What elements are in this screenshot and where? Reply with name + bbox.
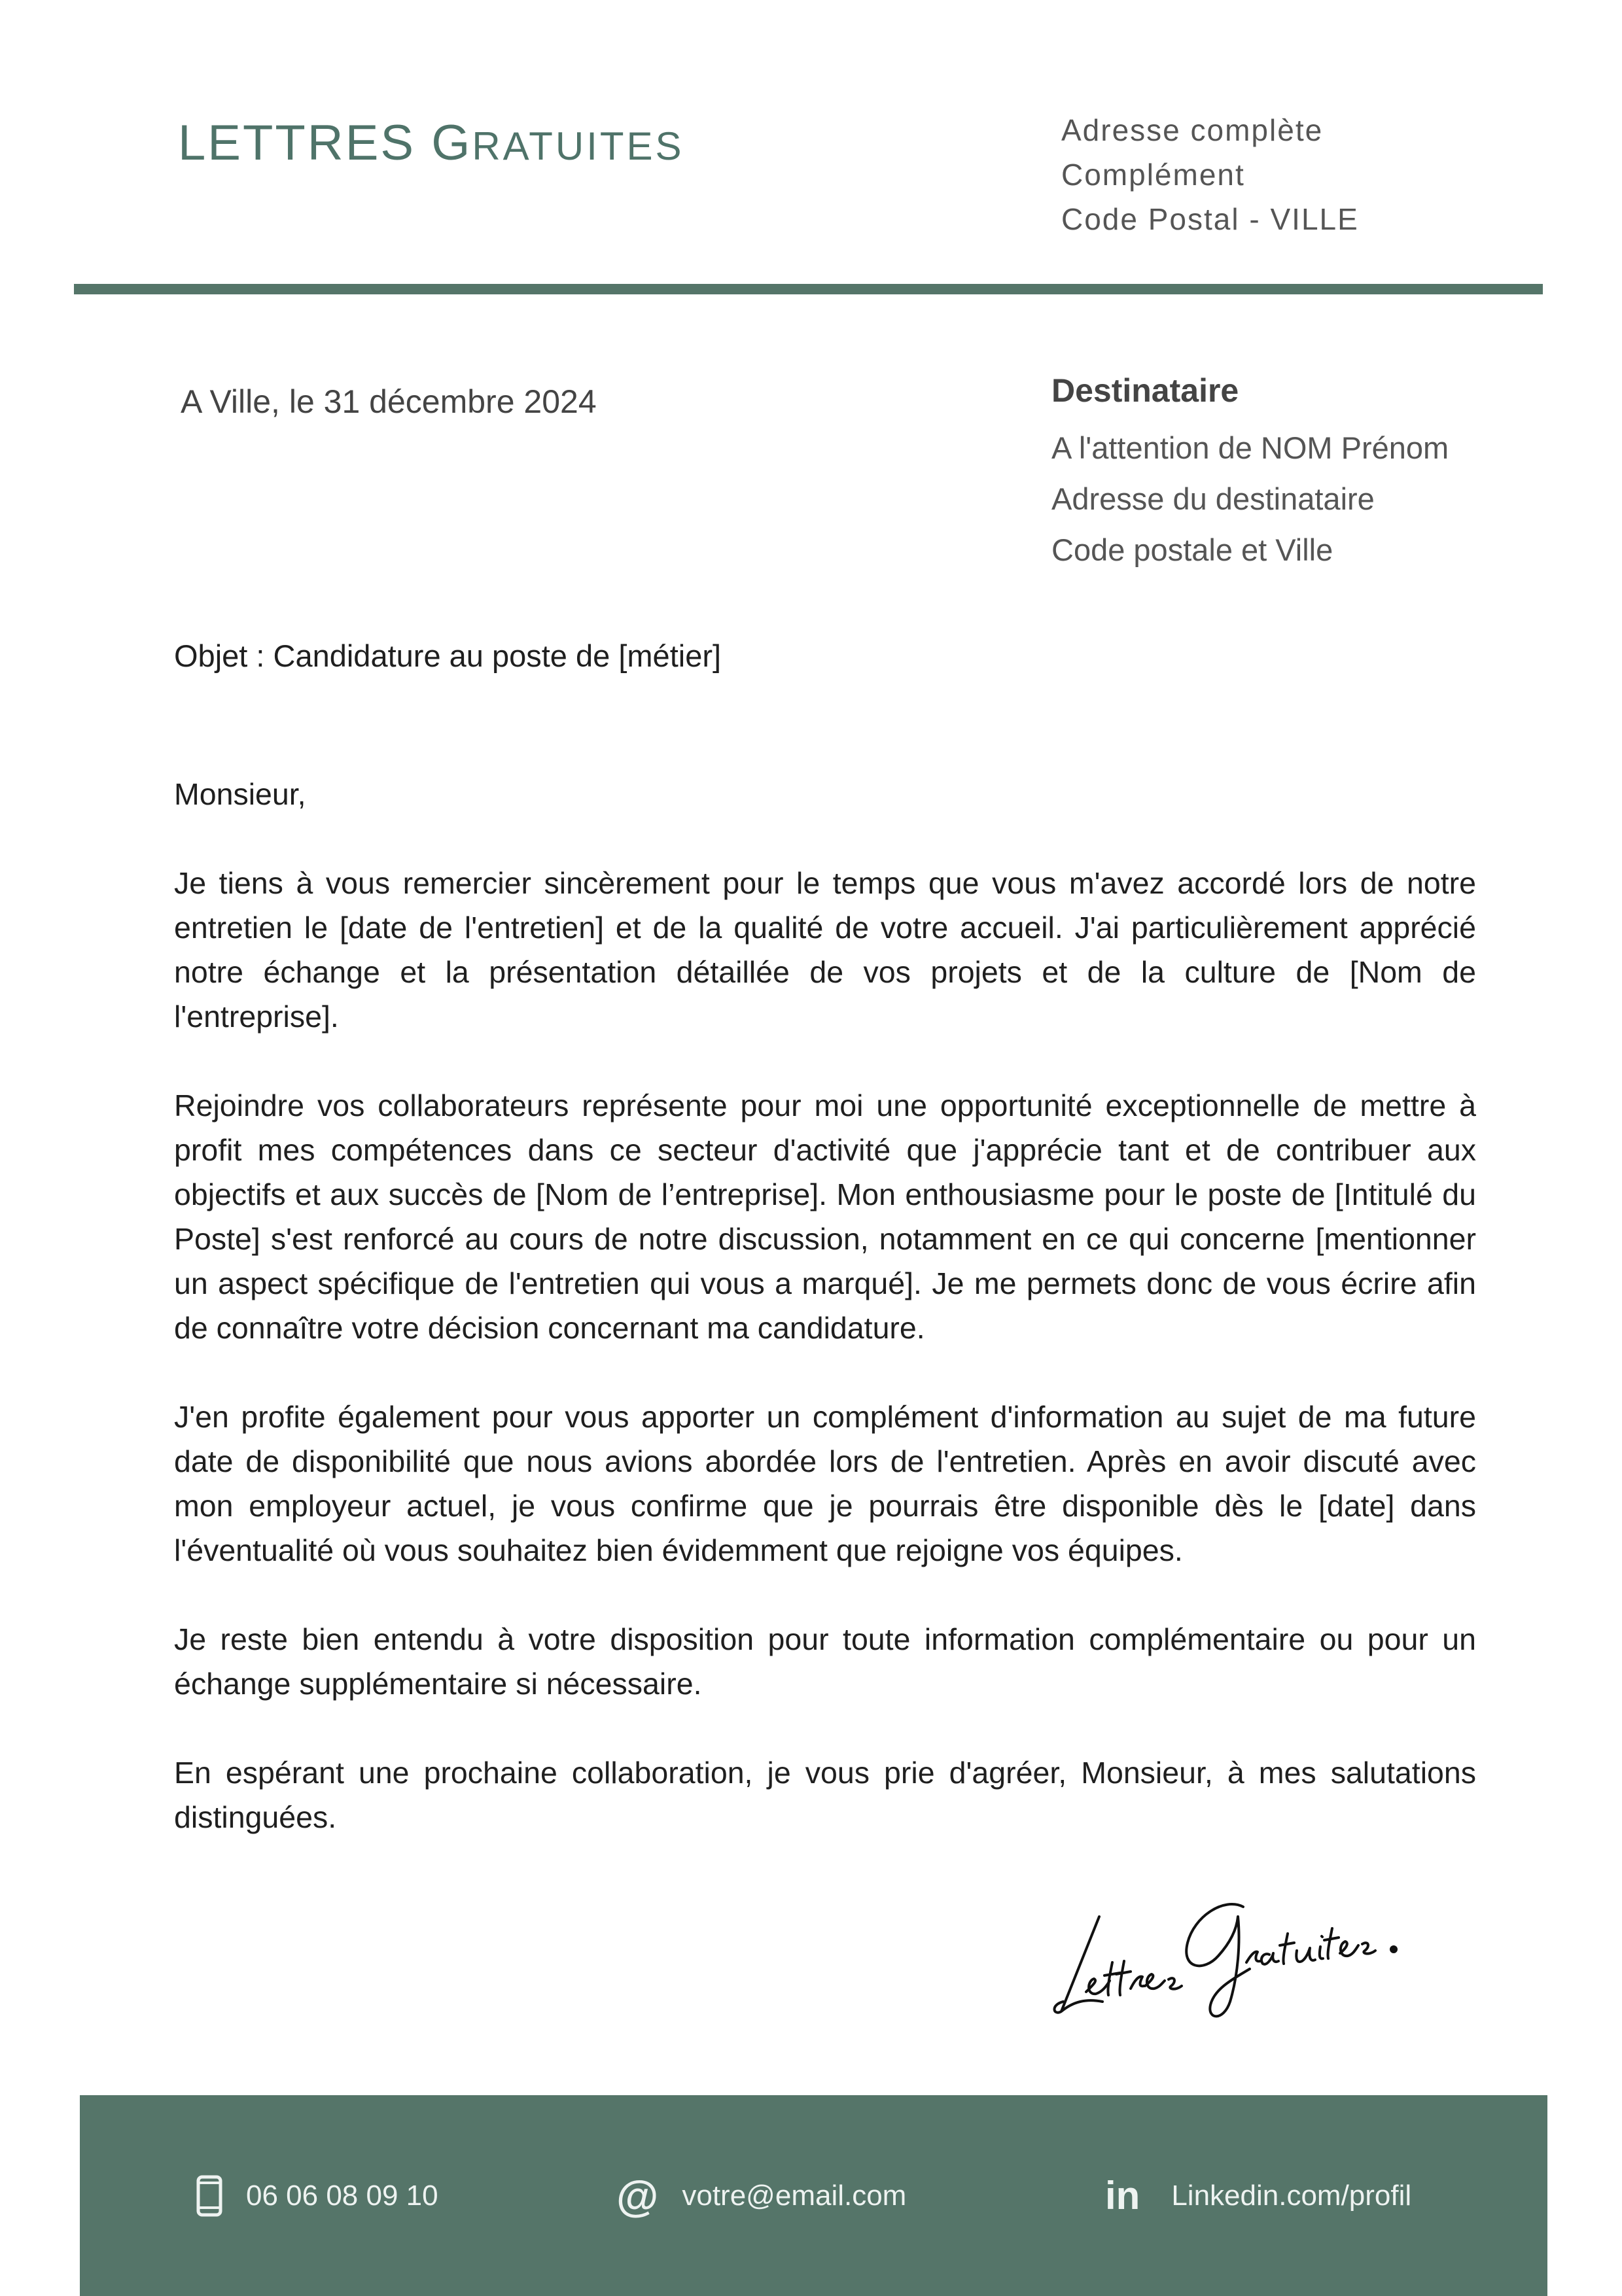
footer-email[interactable]	[616, 2095, 906, 2296]
recipient-title: Destinataire	[1051, 372, 1239, 409]
letter-object: Objet : Candidature au poste de [métier]	[174, 638, 722, 673]
footer-phone[interactable]	[196, 2095, 438, 2296]
recipient-line: A l'attention de NOM Prénom	[1051, 430, 1449, 465]
phone-icon	[196, 2175, 222, 2217]
handwritten-signature	[1047, 1871, 1426, 2028]
email-address: votre@email.com	[682, 2179, 907, 2212]
footer-bar	[80, 2095, 1547, 2296]
sender-address	[1061, 108, 1359, 241]
sender-line: Complément	[1061, 158, 1245, 192]
letter-body	[174, 772, 1476, 1884]
brand-main: LETTRES G	[178, 115, 472, 171]
sender-line: Code Postal - VILLE	[1061, 202, 1359, 236]
brand-rest: RATUITES	[472, 124, 684, 168]
paragraph: Je reste bien entendu à votre disposition pour toute information complémentaire ou pour un échange supplémentaire si nécessaire.	[174, 1622, 1476, 1701]
brand-logo	[178, 114, 684, 171]
recipient-line: Adresse du destinataire	[1051, 481, 1375, 516]
linkedin-icon: in	[1105, 2174, 1140, 2218]
paragraph: Je tiens à vous remercier sincèrement pour le temps que vous m'avez accordé lors de notre entretien le [date de l'entretien] et de la qualité de votre accueil. J'ai particulièrement apprécié notre échange et la présentation détaillée de vos projets et de la culture de [Nom de l'entreprise].	[174, 866, 1476, 1034]
at-icon: @	[616, 2171, 659, 2220]
letter-date: A Ville, le 31 décembre 2024	[181, 383, 597, 420]
salutation: Monsieur,	[174, 777, 306, 811]
recipient-line: Code postale et Ville	[1051, 532, 1333, 567]
phone-number: 06 06 08 09 10	[246, 2179, 438, 2212]
footer-linkedin[interactable]	[1105, 2095, 1411, 2296]
sender-line: Adresse complète	[1061, 113, 1324, 147]
paragraph: Rejoindre vos collaborateurs représente pour moi une opportunité exceptionnelle de mettre à profit mes compétences dans ce secteur d'activité que j'apprécie tant et de contribuer aux objectifs et aux succès de [Nom de l’entreprise]. Mon enthousiasme pour le poste de [Intitulé du Poste] s'est renforcé au cours de notre discussion, notamment en ce qui concerne [mentionner un aspect spécifique de l'entretien qui vous a marqué]. Je me permets donc de vous écrire afin de connaître votre décision concernant ma candidature.	[174, 1088, 1476, 1345]
linkedin-url: Linkedin.com/profil	[1171, 2179, 1412, 2212]
paragraph: J'en profite également pour vous apporter un complément d'information au sujet de ma future date de disponibilité que nous avions abordée lors de l'entretien. Après en avoir discuté avec mon employeur actuel, je vous confirme que je pourrais être disponible dès le [date] dans l'éventualité où vous souhaitez bien évidemment que rejoigne vos équipes.	[174, 1400, 1476, 1567]
header-divider	[74, 284, 1543, 294]
recipient-block	[1051, 372, 1449, 576]
paragraph: En espérant une prochaine collaboration, je vous prie d'agréer, Monsieur, à mes salutations distinguées.	[174, 1756, 1476, 1834]
